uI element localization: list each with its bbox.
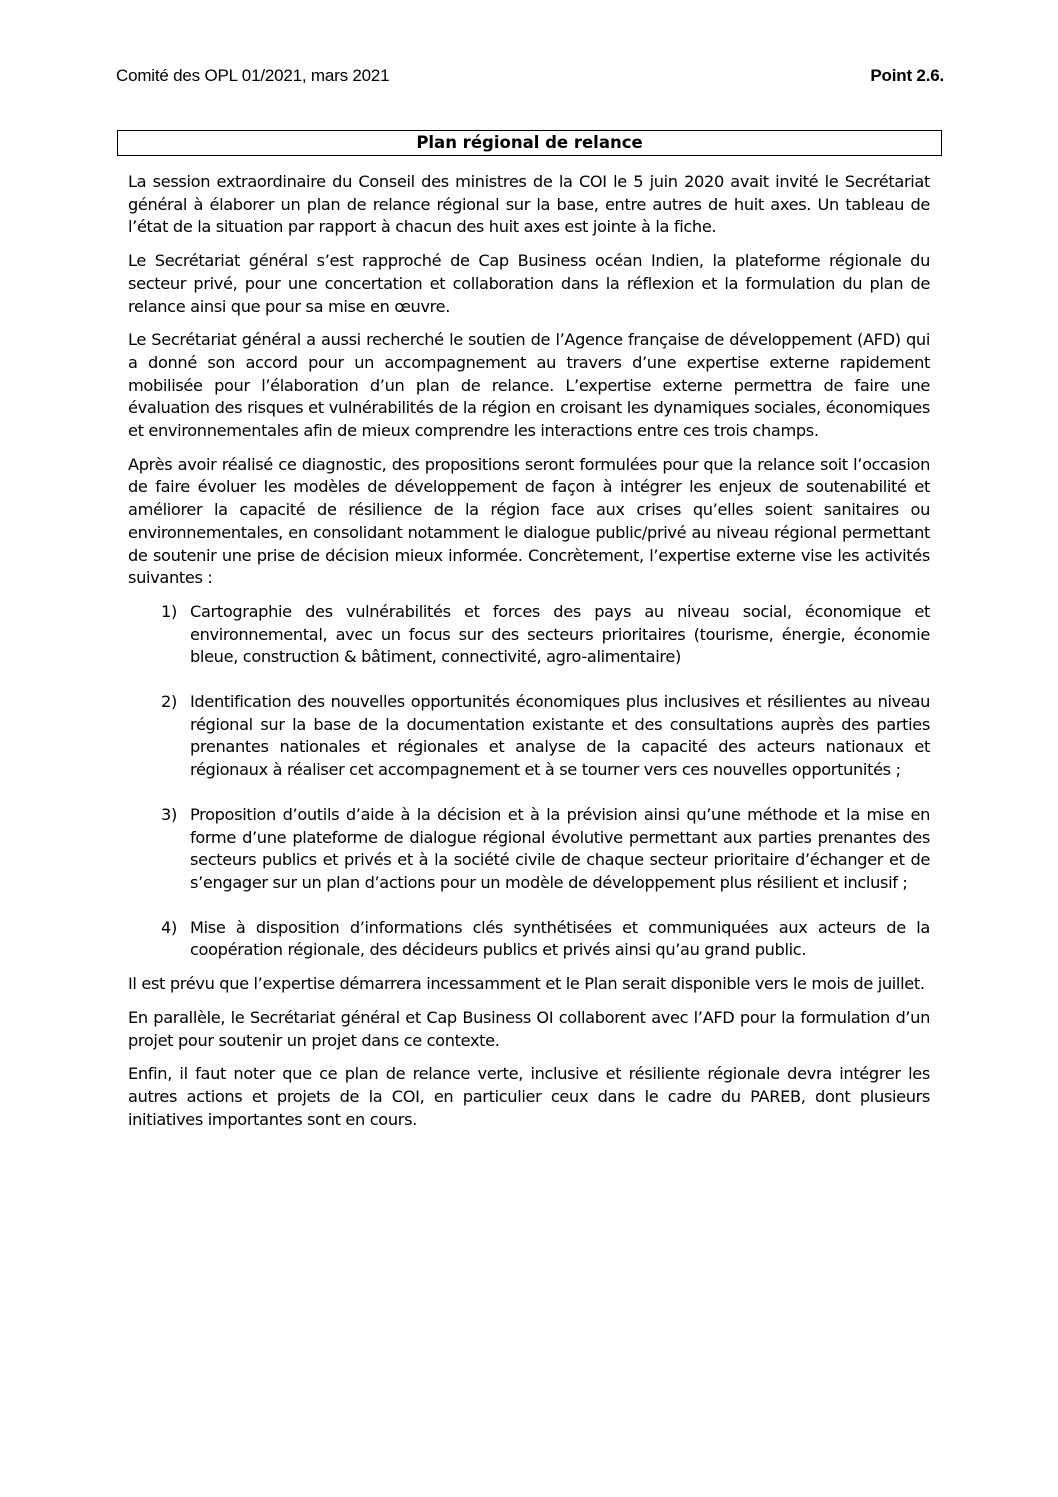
agenda-point: Point 2.6.: [870, 66, 944, 85]
activities-list: [128, 601, 930, 962]
paragraph-parallel-project: En parallèle, le Secrétariat général et Cap Business OI collaborent avec l’AFD pour la formulation d’un projet pour soutenir un projet dans ce contexte.: [128, 1007, 930, 1050]
paragraph-intro: La session extraordinaire du Conseil des ministres de la COI le 5 juin 2020 avait invité le Secrétariat général à élaborer un plan de relance régional sur la base, entre autres de huit axes. Un tableau de l’état de la situation par rapport à chacun des huit axes est jointe à la fiche.: [128, 172, 930, 237]
document-body: [128, 171, 930, 1142]
paragraph-afd-support: Le Secrétariat général a aussi recherché le soutien de l’Agence française de développement (AFD) qui a donné son accord pour un accompagnement au travers d’une expertise externe rapidement mobilisée pour l’élaboration d’un plan de relance. L’expertise externe permettra de faire une évaluation des risques et vulnérabilités de la région en croisant les dynamiques sociales, économiques et environnementales afin de mieux comprendre les interactions entre ces trois champs.: [128, 330, 930, 441]
list-item: [128, 601, 930, 669]
list-item: [128, 691, 930, 782]
list-item-number: 2): [161, 692, 177, 712]
list-item: [128, 804, 930, 895]
paragraph-diagnostic: Après avoir réalisé ce diagnostic, des propositions seront formulées pour que la relance soit l’occasion de faire évoluer les modèles de développement de façon à intégrer les enjeux de soutenabilité et améliorer la capacité de résilience de la région face aux crises qu’elles soient sanitaires ou environnementales, en consolidant notamment le dialogue public/privé au niveau régional permettant de soutenir une prise de décision mieux informée. Concrètement, l’expertise externe vise les activités suivantes :: [128, 454, 930, 588]
list-item-number: 3): [161, 804, 177, 824]
list-item-text: Proposition d’outils d’aide à la décision et à la prévision ainsi qu’une méthode et la mise en forme d’une plateforme de dialogue régional évolutive permettant aux parties prenantes des secteurs publics et privés et à la société civile de chaque secteur prioritaire d’échanger et de s’engager sur un plan d’actions pour un modèle de développement plus résilient et inclusif ;: [190, 804, 930, 892]
paragraph-timeline: Il est prévu que l’expertise démarrera incessamment et le Plan serait disponible vers le mois de juillet.: [128, 974, 925, 994]
list-item: [128, 917, 930, 962]
page-header: [116, 66, 944, 86]
committee-reference: Comité des OPL 01/2021, mars 2021: [116, 66, 390, 85]
list-item-text: Identification des nouvelles opportunités économiques plus inclusives et résilientes au niveau régional sur la base de la documentation existante et des consultations auprès des parties prenantes nationales et régionales et analyse de la capacité des acteurs nationaux et régionaux à réaliser cet accompagnement et à se tourner vers ces nouvelles opportunités ;: [190, 692, 930, 780]
document-title: Plan régional de relance: [117, 130, 942, 156]
paragraph-cap-business: Le Secrétariat général s’est rapproché de Cap Business océan Indien, la plateforme régionale du secteur privé, pour une concertation et collaboration dans la réflexion et la formulation du plan de relance ainsi que pour sa mise en œuvre.: [128, 251, 930, 316]
list-item-text: Mise à disposition d’informations clés synthétisées et communiquées aux acteurs de la coopération régionale, des décideurs publics et privés ainsi qu’au grand public.: [190, 917, 930, 960]
paragraph-conclusion: Enfin, il faut noter que ce plan de relance verte, inclusive et résiliente régionale devra intégrer les autres actions et projets de la COI, en particulier ceux dans le cadre du PAREB, dont plusieurs initiatives importantes sont en cours.: [128, 1064, 930, 1129]
list-item-text: Cartographie des vulnérabilités et forces des pays au niveau social, économique et environnemental, avec un focus sur des secteurs prioritaires (tourisme, énergie, économie bleue, construction & bâtiment, connectivité, agro-alimentaire): [190, 601, 930, 667]
list-item-number: 4): [161, 917, 177, 937]
list-item-number: 1): [161, 601, 177, 621]
